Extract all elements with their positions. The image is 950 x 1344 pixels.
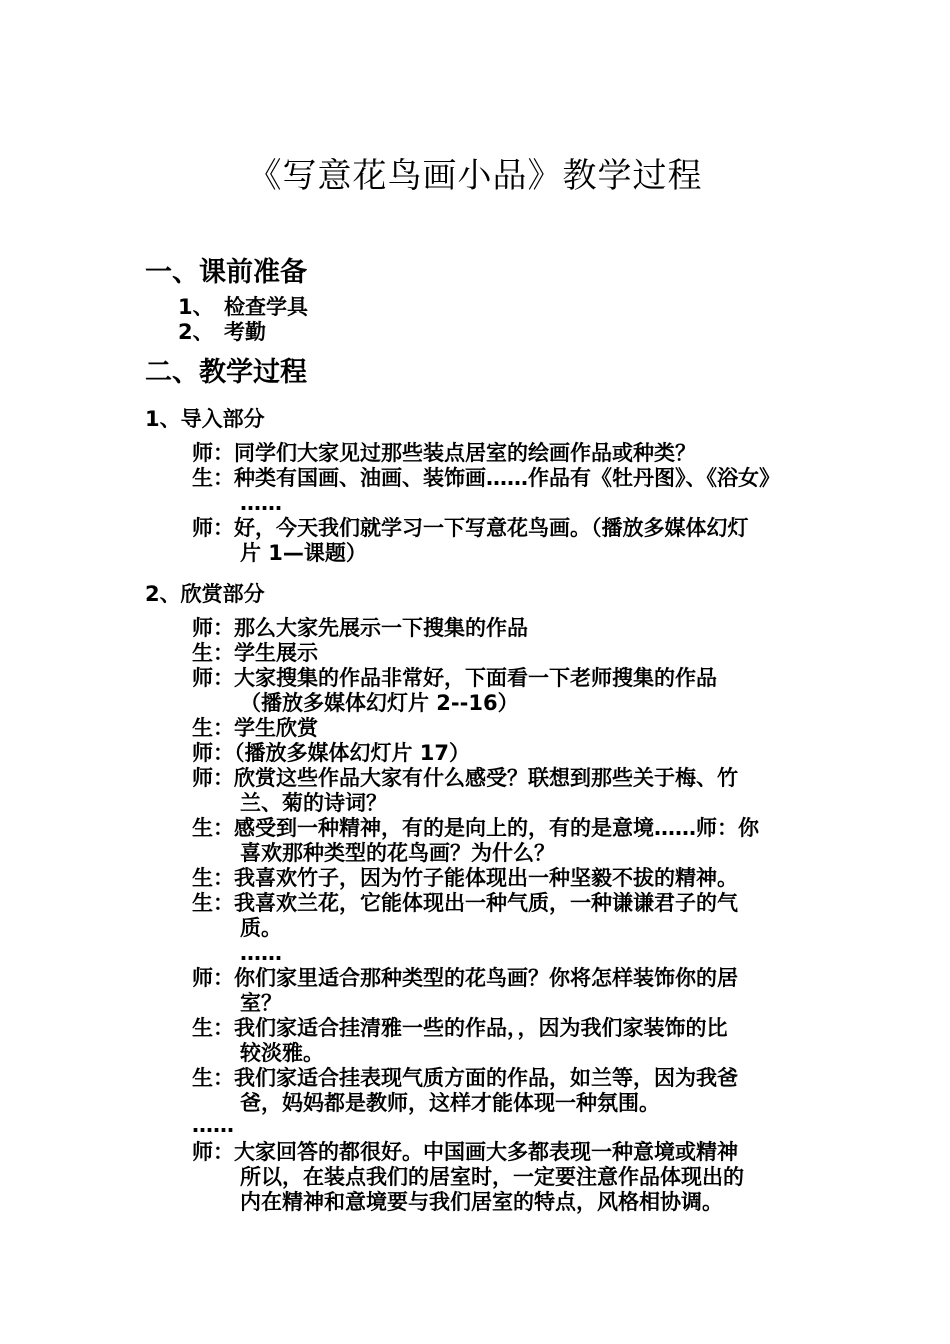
- ellipsis-line: ……: [240, 941, 282, 965]
- subsection-heading-intro: 1、导入部分: [145, 407, 265, 431]
- dialogue-line: 师：大家搜集的作品非常好，下面看一下老师搜集的作品: [192, 666, 717, 690]
- dialogue-line-continued: 质。: [240, 916, 282, 940]
- section-heading-process: 二、教学过程: [145, 357, 307, 388]
- dialogue-line-continued: 较淡雅。: [240, 1041, 324, 1065]
- dialogue-line: 生：种类有国画、油画、装饰画……作品有《牡丹图》、《浴女》: [192, 466, 780, 490]
- document-title: 《写意花鸟画小品》教学过程: [247, 156, 703, 196]
- dialogue-line: 师：（播放多媒体幻灯片 17）: [192, 741, 471, 765]
- subsection-heading-appreciation: 2、欣赏部分: [145, 582, 265, 606]
- dialogue-line: 生：我喜欢兰花，它能体现出一种气质，一种谦谦君子的气: [192, 891, 738, 915]
- dialogue-line: 生：学生欣赏: [192, 716, 318, 740]
- dialogue-line-continued: 内在精神和意境要与我们居室的特点，风格相协调。: [240, 1190, 723, 1214]
- dialogue-line: 生：感受到一种精神，有的是向上的，有的是意境……师：你: [192, 816, 759, 840]
- dialogue-line: 生：我喜欢竹子，因为竹子能体现出一种坚毅不拔的精神。: [192, 866, 738, 890]
- list-item: [178, 316, 266, 346]
- dialogue-line: 师：好，今天我们就学习一下写意花鸟画。（播放多媒体幻灯: [192, 516, 749, 540]
- dialogue-line: 生：我们家适合挂清雅一些的作品，，因为我们家装饰的比: [192, 1016, 728, 1040]
- dialogue-line-continued: （播放多媒体幻灯片 2--16）: [240, 691, 519, 715]
- dialogue-line: 师：大家回答的都很好。中国画大多都表现一种意境或精神: [192, 1140, 738, 1164]
- dialogue-line-continued: 兰、菊的诗词？: [240, 791, 387, 815]
- dialogue-line-continued: 室？: [240, 991, 282, 1015]
- list-item-text: 考勤: [224, 320, 266, 344]
- dialogue-line-continued: 所以，在装点我们的居室时，一定要注意作品体现出的: [240, 1165, 744, 1189]
- dialogue-line-continued: 片 1—课题）: [240, 541, 367, 565]
- ellipsis-line: ……: [192, 1113, 234, 1137]
- section-heading-preparation: 一、课前准备: [145, 257, 307, 288]
- list-item-text: 检查学具: [224, 295, 308, 319]
- dialogue-line: 生：学生展示: [192, 641, 318, 665]
- dialogue-line-continued: 爸，妈妈都是教师，这样才能体现一种氛围。: [240, 1091, 660, 1115]
- dialogue-line: 生：我们家适合挂表现气质方面的作品，如兰等，因为我爸: [192, 1066, 738, 1090]
- dialogue-line: 师：你们家里适合那种类型的花鸟画？你将怎样装饰你的居: [192, 966, 738, 990]
- dialogue-line: 师：欣赏这些作品大家有什么感受？联想到那些关于梅、竹: [192, 766, 738, 790]
- dialogue-line: 师：同学们大家见过那些装点居室的绘画作品或种类？: [192, 441, 696, 465]
- dialogue-line: 师：那么大家先展示一下搜集的作品: [192, 616, 528, 640]
- dialogue-line-continued: 喜欢那种类型的花鸟画？为什么？: [240, 841, 555, 865]
- dialogue-line-continued: ……: [240, 491, 282, 515]
- list-item-number: 2、: [178, 320, 214, 344]
- list-item-number: 1、: [178, 295, 214, 319]
